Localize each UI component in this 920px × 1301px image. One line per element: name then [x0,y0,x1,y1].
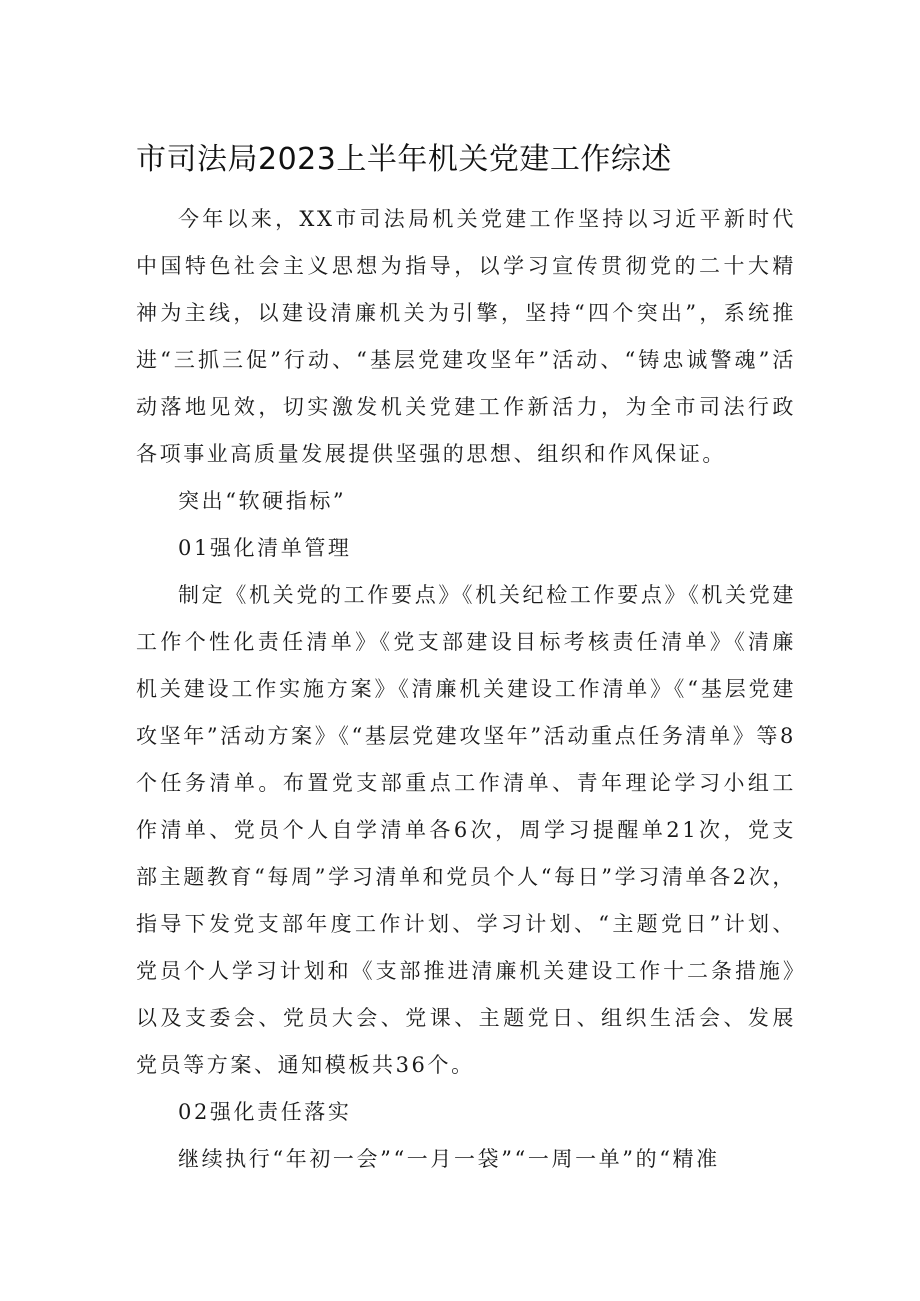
body-paragraph: 制定《机关党的工作要点》《机关纪检工作要点》《机关党建工作个性化责任清单》《党支部建设目标考核责任清单》《清廉机关建设工作实施方案》《清廉机关建设工作清单》《“基层党建攻坚年”活动方案》《“基层党建攻坚年”活动重点任务清单》等8个任务清单。布置党支部重点工作清单、青年理论学习小组工作清单、党员个人自学清单各6次，周学习提醒单21次，党支部主题教育“每周”学习清单和党员个人“每日”学习清单各2次，指导下发党支部年度工作计划、学习计划、“主题党日”计划、党员个人学习计划和《支部推进清廉机关建设工作十二条措施》以及支委会、党员大会、党课、主题党日、组织生活会、发展党员等方案、通知模板共36个。 [136,583,796,1077]
section-heading: 突出“软硬指标” [178,489,347,513]
subsection-heading: 02强化责任落实 [178,1100,352,1124]
subsection-heading: 01强化清单管理 [178,536,352,560]
document-title: 市司法局2023上半年机关党建工作综述 [136,142,672,177]
document-body [136,196,796,1183]
intro-paragraph: 今年以来，XX市司法局机关党建工作坚持以习近平新时代中国特色社会主义思想为指导，以学习宣传贯彻党的二十大精神为主线，以建设清廉机关为引擎，坚持“四个突出”，系统推进“三抓三促”行动、“基层党建攻坚年”活动、“铸忠诚警魂”活动落地见效，切实激发机关党建工作新活力，为全市司法行政各项事业高质量发展提供坚强的思想、组织和作风保证。 [136,207,796,466]
body-paragraph: 继续执行“年初一会”“一月一袋”“一周一单”的“精准 [178,1147,720,1171]
